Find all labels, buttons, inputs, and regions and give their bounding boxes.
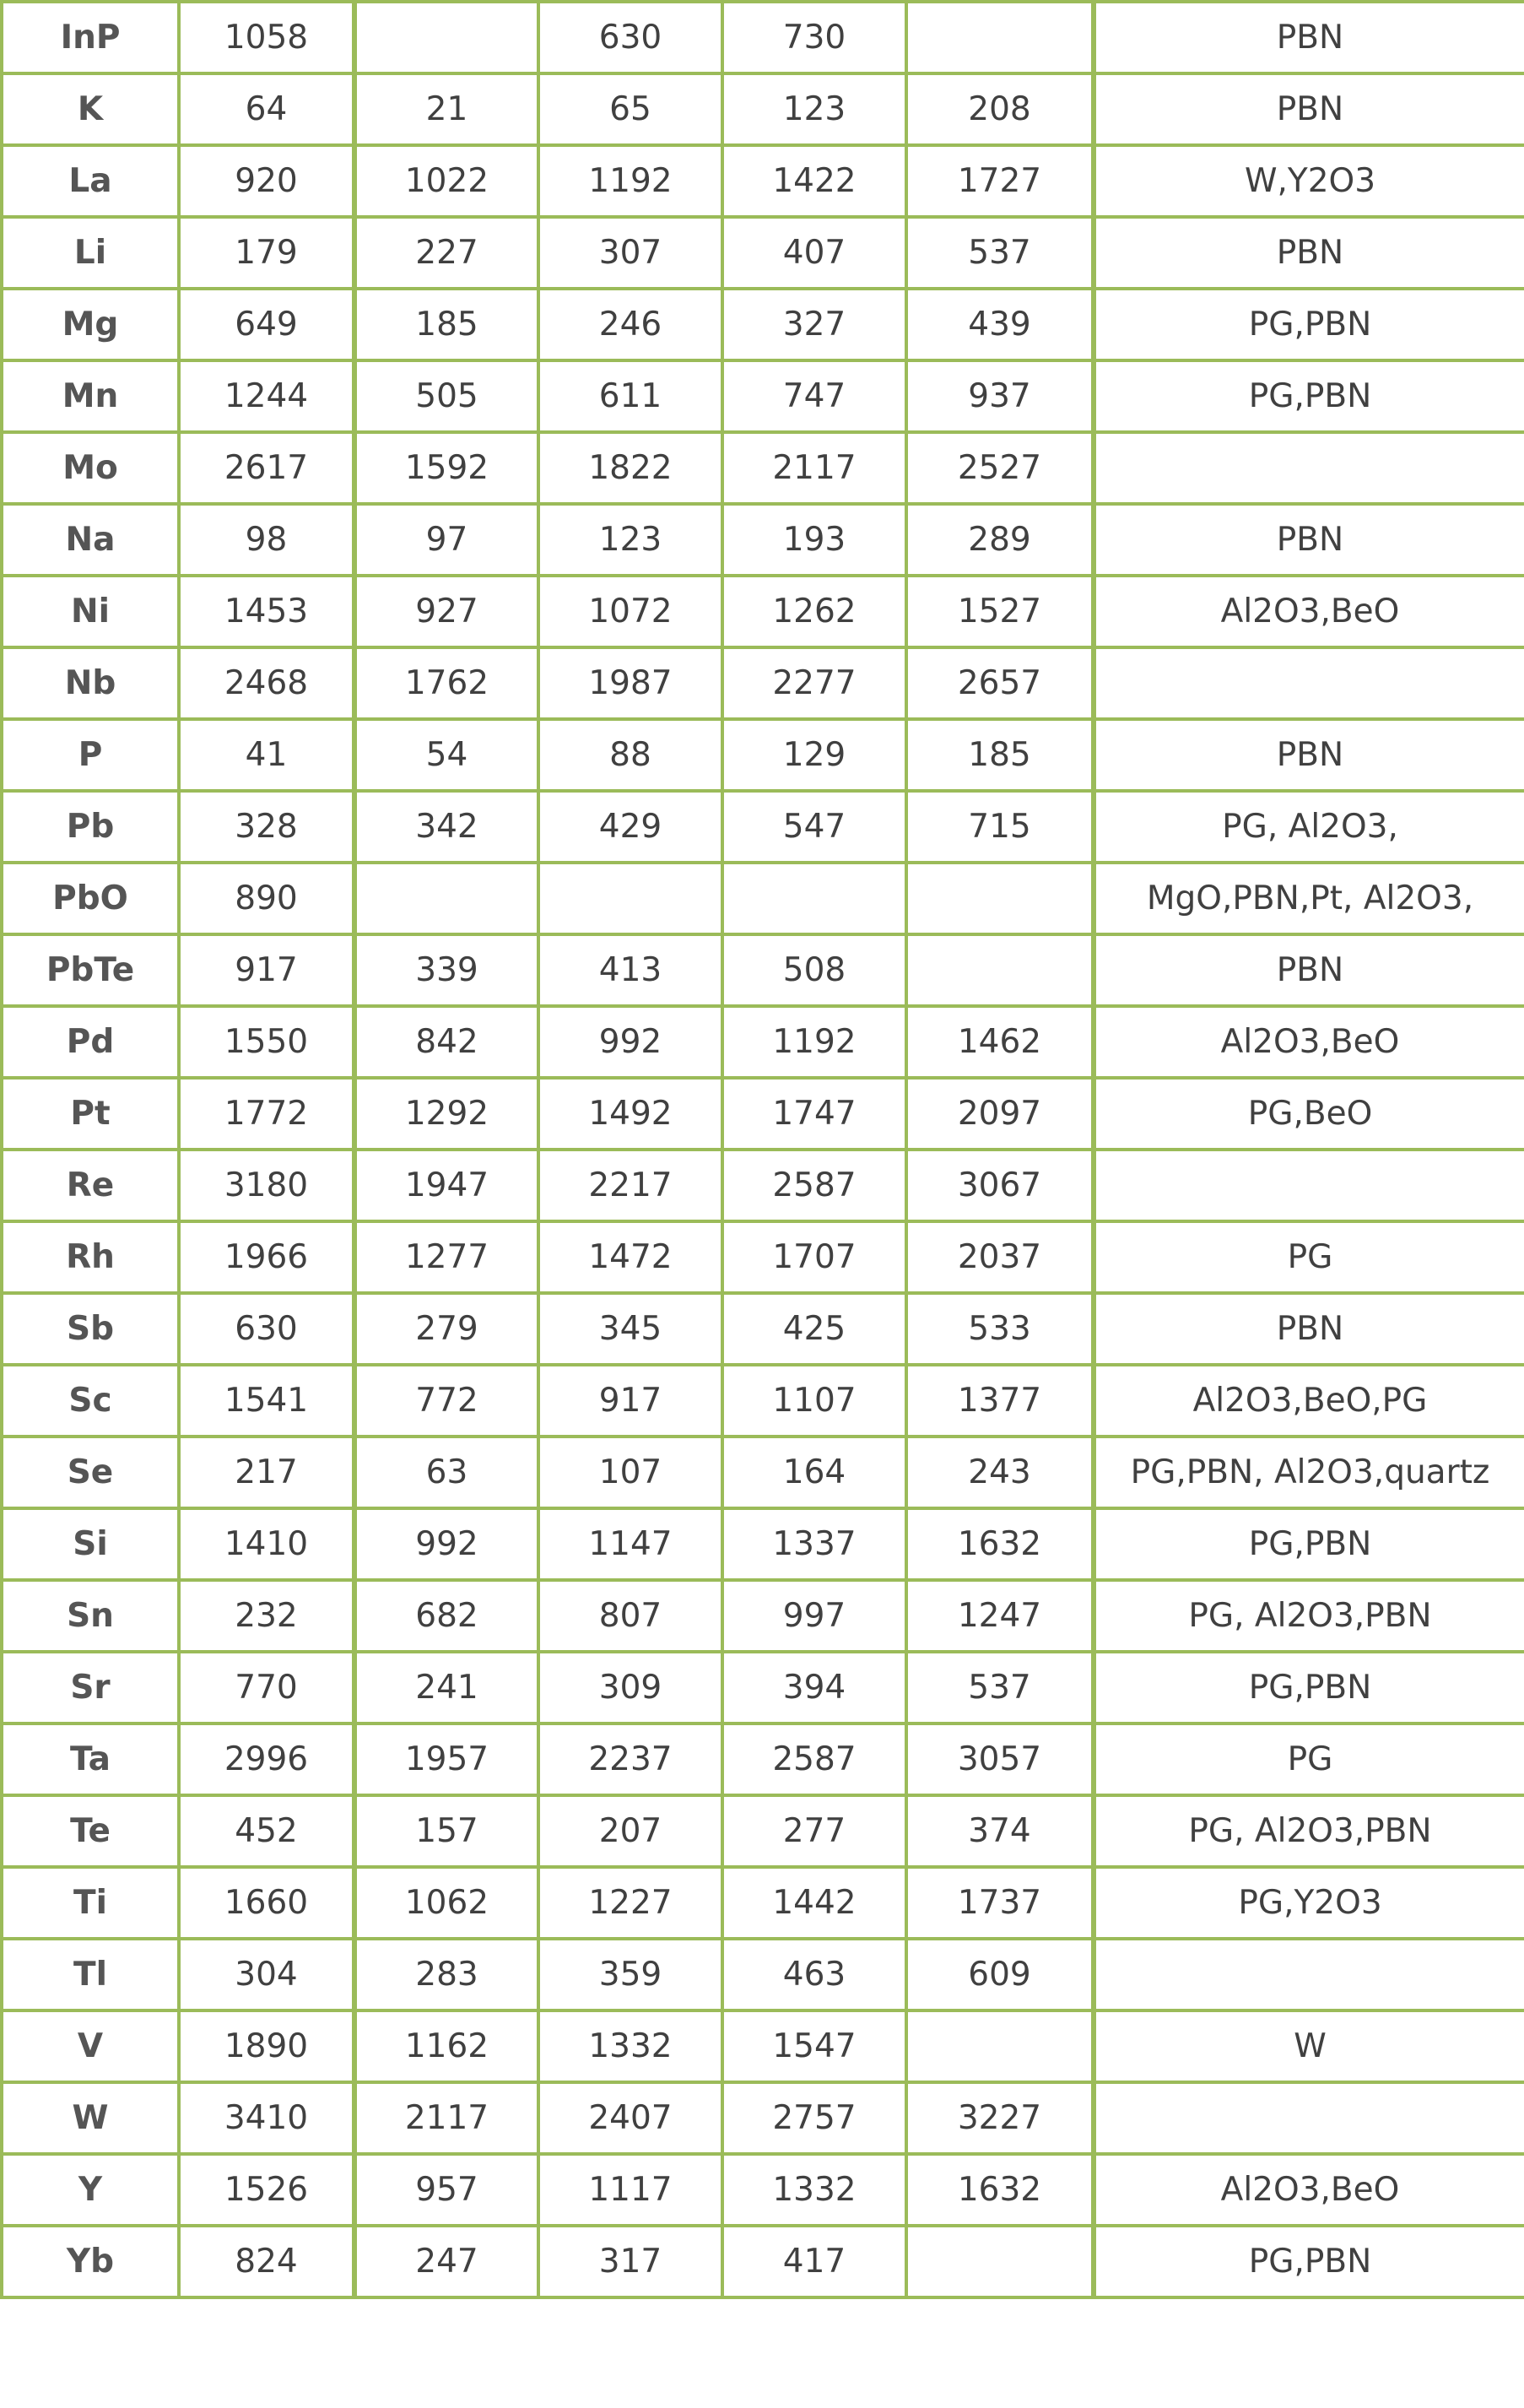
melting-point-cell: 1526: [179, 2154, 354, 2226]
temp-4-cell: [906, 2010, 1094, 2082]
table-row: [2, 2082, 1524, 2154]
table-row: [2, 145, 1524, 217]
temp-2-cell: 413: [538, 934, 722, 1006]
temp-3-cell: 1332: [722, 2154, 906, 2226]
temp-3-cell: 1747: [722, 1078, 906, 1150]
table-row: [2, 1867, 1524, 1939]
element-cell: Pb: [2, 791, 179, 863]
crucible-cell: PG,PBN: [1094, 1508, 1524, 1580]
temp-3-cell: 2587: [722, 1150, 906, 1221]
temp-2-cell: 1472: [538, 1221, 722, 1293]
temp-2-cell: 2237: [538, 1723, 722, 1795]
table-row: [2, 1723, 1524, 1795]
crucible-cell: [1094, 1939, 1524, 2010]
temp-1-cell: 1957: [354, 1723, 538, 1795]
temp-3-cell: 463: [722, 1939, 906, 2010]
temp-2-cell: 1227: [538, 1867, 722, 1939]
temp-2-cell: 1192: [538, 145, 722, 217]
temp-3-cell: 193: [722, 504, 906, 576]
temp-4-cell: 3057: [906, 1723, 1094, 1795]
temp-2-cell: 345: [538, 1293, 722, 1365]
melting-point-cell: 1966: [179, 1221, 354, 1293]
crucible-cell: PBN: [1094, 2, 1524, 73]
temp-2-cell: 1332: [538, 2010, 722, 2082]
temp-1-cell: 185: [354, 289, 538, 360]
table-row: [2, 1939, 1524, 2010]
element-cell: Mo: [2, 432, 179, 504]
temp-2-cell: 807: [538, 1580, 722, 1652]
temp-1-cell: 957: [354, 2154, 538, 2226]
melting-point-cell: 217: [179, 1437, 354, 1508]
temp-4-cell: 243: [906, 1437, 1094, 1508]
crucible-cell: PBN: [1094, 719, 1524, 791]
temp-2-cell: 65: [538, 73, 722, 145]
temp-2-cell: 207: [538, 1795, 722, 1867]
temp-4-cell: 537: [906, 217, 1094, 289]
temp-1-cell: 21: [354, 73, 538, 145]
temp-3-cell: 1107: [722, 1365, 906, 1437]
temp-4-cell: 715: [906, 791, 1094, 863]
temp-1-cell: 241: [354, 1652, 538, 1723]
temp-4-cell: 1737: [906, 1867, 1094, 1939]
crucible-cell: Al2O3,BeO: [1094, 2154, 1524, 2226]
temp-3-cell: [722, 863, 906, 934]
temp-3-cell: 508: [722, 934, 906, 1006]
temp-2-cell: 1492: [538, 1078, 722, 1150]
element-cell: K: [2, 73, 179, 145]
temp-3-cell: 1547: [722, 2010, 906, 2082]
crucible-cell: PG,PBN: [1094, 1652, 1524, 1723]
temp-2-cell: 246: [538, 289, 722, 360]
element-cell: Tl: [2, 1939, 179, 2010]
temp-3-cell: 277: [722, 1795, 906, 1867]
table-row: [2, 432, 1524, 504]
melting-point-cell: 179: [179, 217, 354, 289]
melting-point-cell: 1058: [179, 2, 354, 73]
temp-3-cell: 1262: [722, 576, 906, 647]
table-body: [2, 2, 1524, 2297]
melting-point-cell: 452: [179, 1795, 354, 1867]
crucible-cell: Al2O3,BeO,PG: [1094, 1365, 1524, 1437]
melting-point-cell: 41: [179, 719, 354, 791]
temp-4-cell: 1632: [906, 1508, 1094, 1580]
crucible-cell: [1094, 432, 1524, 504]
crucible-cell: W,Y2O3: [1094, 145, 1524, 217]
melting-point-cell: 304: [179, 1939, 354, 2010]
table-row: [2, 647, 1524, 719]
table-row: [2, 360, 1524, 432]
element-cell: Y: [2, 2154, 179, 2226]
temp-1-cell: 682: [354, 1580, 538, 1652]
melting-point-cell: 1550: [179, 1006, 354, 1078]
melting-point-cell: 1410: [179, 1508, 354, 1580]
crucible-cell: [1094, 1150, 1524, 1221]
table-row: [2, 73, 1524, 145]
temp-2-cell: 88: [538, 719, 722, 791]
melting-point-cell: 98: [179, 504, 354, 576]
table-row: [2, 1365, 1524, 1437]
temp-3-cell: 425: [722, 1293, 906, 1365]
temp-2-cell: 123: [538, 504, 722, 576]
temp-2-cell: 611: [538, 360, 722, 432]
temp-3-cell: 123: [722, 73, 906, 145]
crucible-cell: PG, Al2O3,: [1094, 791, 1524, 863]
element-cell: Nb: [2, 647, 179, 719]
temp-4-cell: 2037: [906, 1221, 1094, 1293]
table-row: [2, 2010, 1524, 2082]
temp-4-cell: 937: [906, 360, 1094, 432]
element-cell: Sb: [2, 1293, 179, 1365]
temp-1-cell: 1277: [354, 1221, 538, 1293]
element-cell: PbTe: [2, 934, 179, 1006]
element-cell: Ti: [2, 1867, 179, 1939]
temp-4-cell: 439: [906, 289, 1094, 360]
temp-1-cell: 992: [354, 1508, 538, 1580]
melting-point-cell: 1772: [179, 1078, 354, 1150]
temp-4-cell: 2097: [906, 1078, 1094, 1150]
temp-1-cell: 1062: [354, 1867, 538, 1939]
crucible-cell: PBN: [1094, 934, 1524, 1006]
temp-3-cell: 997: [722, 1580, 906, 1652]
temp-1-cell: [354, 2, 538, 73]
element-cell: Sn: [2, 1580, 179, 1652]
melting-point-cell: 890: [179, 863, 354, 934]
element-cell: Mn: [2, 360, 179, 432]
temp-3-cell: 394: [722, 1652, 906, 1723]
temp-4-cell: 1377: [906, 1365, 1094, 1437]
temp-3-cell: 730: [722, 2, 906, 73]
table-row: [2, 504, 1524, 576]
table-row: [2, 1150, 1524, 1221]
crucible-cell: W: [1094, 2010, 1524, 2082]
temp-4-cell: 185: [906, 719, 1094, 791]
temp-3-cell: 2587: [722, 1723, 906, 1795]
crucible-cell: [1094, 2082, 1524, 2154]
table-row: [2, 1293, 1524, 1365]
table-row: [2, 2226, 1524, 2297]
melting-point-cell: 3180: [179, 1150, 354, 1221]
table-row: [2, 2154, 1524, 2226]
melting-point-cell: 920: [179, 145, 354, 217]
element-cell: Li: [2, 217, 179, 289]
temp-2-cell: 1822: [538, 432, 722, 504]
temp-4-cell: 533: [906, 1293, 1094, 1365]
temp-3-cell: 547: [722, 791, 906, 863]
temp-2-cell: 992: [538, 1006, 722, 1078]
table-row: [2, 1508, 1524, 1580]
element-cell: Pt: [2, 1078, 179, 1150]
crucible-cell: MgO,PBN,Pt, Al2O3,: [1094, 863, 1524, 934]
table-row: [2, 217, 1524, 289]
temp-4-cell: 2657: [906, 647, 1094, 719]
element-cell: Rh: [2, 1221, 179, 1293]
melting-point-cell: 770: [179, 1652, 354, 1723]
temp-2-cell: 359: [538, 1939, 722, 2010]
temp-1-cell: 505: [354, 360, 538, 432]
table-row: [2, 576, 1524, 647]
temp-4-cell: 1462: [906, 1006, 1094, 1078]
temp-3-cell: 2757: [722, 2082, 906, 2154]
temp-4-cell: 609: [906, 1939, 1094, 2010]
crucible-cell: PG, Al2O3,PBN: [1094, 1795, 1524, 1867]
temp-3-cell: 417: [722, 2226, 906, 2297]
melting-point-cell: 1890: [179, 2010, 354, 2082]
temp-1-cell: 63: [354, 1437, 538, 1508]
temp-3-cell: 1442: [722, 1867, 906, 1939]
temp-1-cell: 927: [354, 576, 538, 647]
temp-3-cell: 747: [722, 360, 906, 432]
crucible-cell: PBN: [1094, 504, 1524, 576]
crucible-cell: [1094, 647, 1524, 719]
element-cell: Na: [2, 504, 179, 576]
temp-2-cell: 1987: [538, 647, 722, 719]
temp-3-cell: 129: [722, 719, 906, 791]
melting-point-cell: 2996: [179, 1723, 354, 1795]
crucible-cell: PBN: [1094, 217, 1524, 289]
melting-point-cell: 630: [179, 1293, 354, 1365]
element-cell: Te: [2, 1795, 179, 1867]
temp-3-cell: 1707: [722, 1221, 906, 1293]
crucible-cell: PG: [1094, 1723, 1524, 1795]
temp-1-cell: 247: [354, 2226, 538, 2297]
table-row: [2, 863, 1524, 934]
melting-point-cell: 2468: [179, 647, 354, 719]
crucible-cell: PG,PBN: [1094, 360, 1524, 432]
element-cell: PbO: [2, 863, 179, 934]
temp-3-cell: 164: [722, 1437, 906, 1508]
element-cell: Ta: [2, 1723, 179, 1795]
temp-1-cell: 339: [354, 934, 538, 1006]
temp-4-cell: 208: [906, 73, 1094, 145]
melting-point-cell: 824: [179, 2226, 354, 2297]
temp-1-cell: 1162: [354, 2010, 538, 2082]
crucible-cell: PG,BeO: [1094, 1078, 1524, 1150]
temp-1-cell: 842: [354, 1006, 538, 1078]
table-row: [2, 289, 1524, 360]
temp-1-cell: 342: [354, 791, 538, 863]
temp-3-cell: 1192: [722, 1006, 906, 1078]
temp-4-cell: 1632: [906, 2154, 1094, 2226]
temp-4-cell: 3227: [906, 2082, 1094, 2154]
element-cell: Ni: [2, 576, 179, 647]
crucible-cell: PBN: [1094, 73, 1524, 145]
temp-4-cell: 1727: [906, 145, 1094, 217]
temp-3-cell: 2117: [722, 432, 906, 504]
temp-3-cell: 1422: [722, 145, 906, 217]
temp-1-cell: 1592: [354, 432, 538, 504]
crucible-cell: PG, Al2O3,PBN: [1094, 1580, 1524, 1652]
table-row: [2, 1580, 1524, 1652]
element-cell: La: [2, 145, 179, 217]
temp-3-cell: 2277: [722, 647, 906, 719]
temp-4-cell: 374: [906, 1795, 1094, 1867]
melting-point-cell: 64: [179, 73, 354, 145]
melting-point-cell: 3410: [179, 2082, 354, 2154]
temp-1-cell: 54: [354, 719, 538, 791]
melting-point-cell: 1541: [179, 1365, 354, 1437]
temp-1-cell: 157: [354, 1795, 538, 1867]
temp-2-cell: 309: [538, 1652, 722, 1723]
temp-2-cell: 107: [538, 1437, 722, 1508]
element-cell: Pd: [2, 1006, 179, 1078]
temp-4-cell: [906, 934, 1094, 1006]
temp-4-cell: [906, 2, 1094, 73]
table-row: [2, 1437, 1524, 1508]
temp-2-cell: 307: [538, 217, 722, 289]
temp-1-cell: 227: [354, 217, 538, 289]
crucible-cell: PG,PBN, Al2O3,quartz: [1094, 1437, 1524, 1508]
table-row: [2, 1652, 1524, 1723]
temp-4-cell: 537: [906, 1652, 1094, 1723]
temp-4-cell: [906, 863, 1094, 934]
element-cell: Si: [2, 1508, 179, 1580]
table-row: [2, 791, 1524, 863]
temp-2-cell: 917: [538, 1365, 722, 1437]
table-row: [2, 1795, 1524, 1867]
table-row: [2, 719, 1524, 791]
temp-2-cell: 2407: [538, 2082, 722, 2154]
temp-4-cell: 289: [906, 504, 1094, 576]
melting-point-cell: 328: [179, 791, 354, 863]
table-row: [2, 1006, 1524, 1078]
temp-4-cell: 3067: [906, 1150, 1094, 1221]
temp-3-cell: 407: [722, 217, 906, 289]
temp-1-cell: [354, 863, 538, 934]
crucible-cell: PG,Y2O3: [1094, 1867, 1524, 1939]
melting-point-cell: 1453: [179, 576, 354, 647]
temp-2-cell: 1147: [538, 1508, 722, 1580]
temp-1-cell: 1947: [354, 1150, 538, 1221]
melting-point-cell: 1244: [179, 360, 354, 432]
temp-2-cell: 1072: [538, 576, 722, 647]
element-cell: Yb: [2, 2226, 179, 2297]
temp-4-cell: [906, 2226, 1094, 2297]
table-row: [2, 934, 1524, 1006]
temp-1-cell: 772: [354, 1365, 538, 1437]
crucible-cell: PG,PBN: [1094, 2226, 1524, 2297]
temp-4-cell: 1527: [906, 576, 1094, 647]
crucible-cell: PBN: [1094, 1293, 1524, 1365]
temp-4-cell: 1247: [906, 1580, 1094, 1652]
table-row: [2, 1221, 1524, 1293]
temp-2-cell: 630: [538, 2, 722, 73]
temp-1-cell: 1292: [354, 1078, 538, 1150]
element-cell: Sr: [2, 1652, 179, 1723]
element-cell: Se: [2, 1437, 179, 1508]
temp-2-cell: 429: [538, 791, 722, 863]
crucible-cell: PG: [1094, 1221, 1524, 1293]
element-cell: P: [2, 719, 179, 791]
table-row: [2, 1078, 1524, 1150]
temp-1-cell: 2117: [354, 2082, 538, 2154]
temp-1-cell: 97: [354, 504, 538, 576]
element-cell: W: [2, 2082, 179, 2154]
table-row: [2, 2, 1524, 73]
crucible-cell: Al2O3,BeO: [1094, 576, 1524, 647]
element-cell: InP: [2, 2, 179, 73]
melting-point-cell: 649: [179, 289, 354, 360]
melting-point-cell: 232: [179, 1580, 354, 1652]
element-cell: Re: [2, 1150, 179, 1221]
temp-2-cell: 317: [538, 2226, 722, 2297]
melting-point-cell: 917: [179, 934, 354, 1006]
temp-4-cell: 2527: [906, 432, 1094, 504]
temp-1-cell: 1022: [354, 145, 538, 217]
temp-3-cell: 327: [722, 289, 906, 360]
temp-1-cell: 279: [354, 1293, 538, 1365]
temp-3-cell: 1337: [722, 1508, 906, 1580]
crucible-cell: PG,PBN: [1094, 289, 1524, 360]
element-cell: Sc: [2, 1365, 179, 1437]
temp-1-cell: 283: [354, 1939, 538, 2010]
element-cell: V: [2, 2010, 179, 2082]
temp-2-cell: 2217: [538, 1150, 722, 1221]
melting-point-cell: 1660: [179, 1867, 354, 1939]
element-cell: Mg: [2, 289, 179, 360]
temp-1-cell: 1762: [354, 647, 538, 719]
temp-2-cell: 1117: [538, 2154, 722, 2226]
temp-2-cell: [538, 863, 722, 934]
crucible-cell: Al2O3,BeO: [1094, 1006, 1524, 1078]
melting-point-cell: 2617: [179, 432, 354, 504]
